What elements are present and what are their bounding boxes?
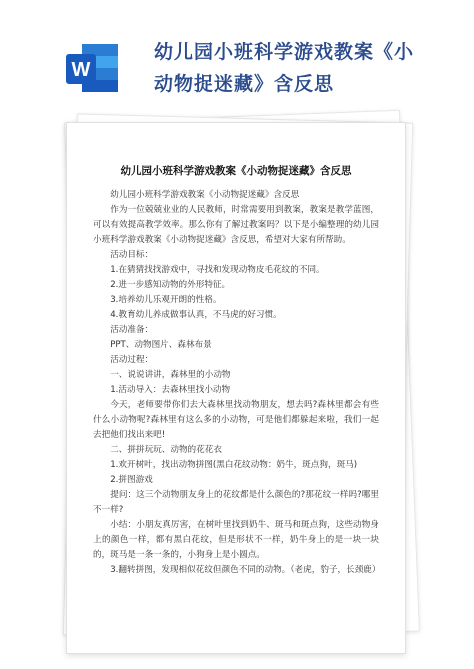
paragraph: 提问：这三个动物朋友身上的花纹都是什么颜色的?那花纹一样吗?哪里不一样? — [93, 490, 379, 515]
paragraph: 二、拼拼玩玩、动物的花花衣 — [110, 445, 222, 455]
paragraph: 3.培养幼儿乐观开朗的性格。 — [110, 295, 222, 305]
paragraph: 1.欢开树叶，找出动物拼图(黑白花纹动物：奶牛，斑点狗，斑马) — [110, 460, 358, 470]
paragraph: 2.进一步感知动物的外形特征。 — [110, 280, 231, 290]
page-title — [154, 36, 454, 100]
paragraph: 今天，老师要带你们去大森林里找动物朋友，想去吗?森林里都会有些什么小动物呢?森林里有这么多的小动物，可是他们都躲起来啦，我们一起去把他们找出来吧! — [93, 400, 379, 440]
paragraph: 2.拼图游戏 — [110, 475, 153, 485]
paragraph: 1.在猜猜找找游戏中，寻找和发现动物皮毛花纹的不同。 — [110, 265, 325, 275]
paragraph: 4.教育幼儿养成做事认真，不马虎的好习惯。 — [110, 310, 282, 320]
paragraph: 幼儿园小班科学游戏教案《小动物捉迷藏》含反思 — [110, 190, 300, 200]
document-page — [66, 122, 406, 654]
svg-text:W: W — [71, 59, 91, 81]
paragraph: PPT、动物图片、森林布景 — [110, 340, 212, 350]
title-line-1: 幼儿园小班科学游戏教案《小 — [154, 41, 415, 63]
paragraph: 作为一位兢兢业业的人民教师，时常需要用到教案，教案是教学蓝图，可以有效提高教学效率。那么你有了解过教案吗？以下是小编整理的幼儿园小班科学游戏教案《小动物捉迷藏》含反思，希望对大家有所帮助。 — [93, 205, 379, 245]
paragraph: 活动准备： — [110, 325, 154, 335]
paragraph: 一、说说讲讲，森林里的小动物 — [110, 370, 231, 380]
paragraph: 活动目标： — [110, 250, 154, 260]
paragraph: 小结：小朋友真厉害，在树叶里找到奶牛、斑马和斑点狗，这些动物身上的颜色一样，都有黑白花纹，但是形状不一样，奶牛身上的是一块一块的，斑马是一条一条的，小狗身上是小圆点。 — [93, 520, 379, 560]
header — [0, 0, 474, 120]
title-line-2: 动物捉迷藏》含反思 — [154, 73, 335, 95]
paragraph: 活动过程： — [110, 355, 154, 365]
paragraph: 1.活动导入：去森林里找小动物 — [110, 385, 231, 395]
paragraph: 3.翻转拼图，发现相似花纹但颜色不同的动物。（老虎，豹子，长颈鹿） — [110, 565, 381, 575]
word-icon — [62, 38, 122, 98]
document-title: 幼儿园小班科学游戏教案《小动物捉迷藏》含反思 — [120, 165, 352, 177]
